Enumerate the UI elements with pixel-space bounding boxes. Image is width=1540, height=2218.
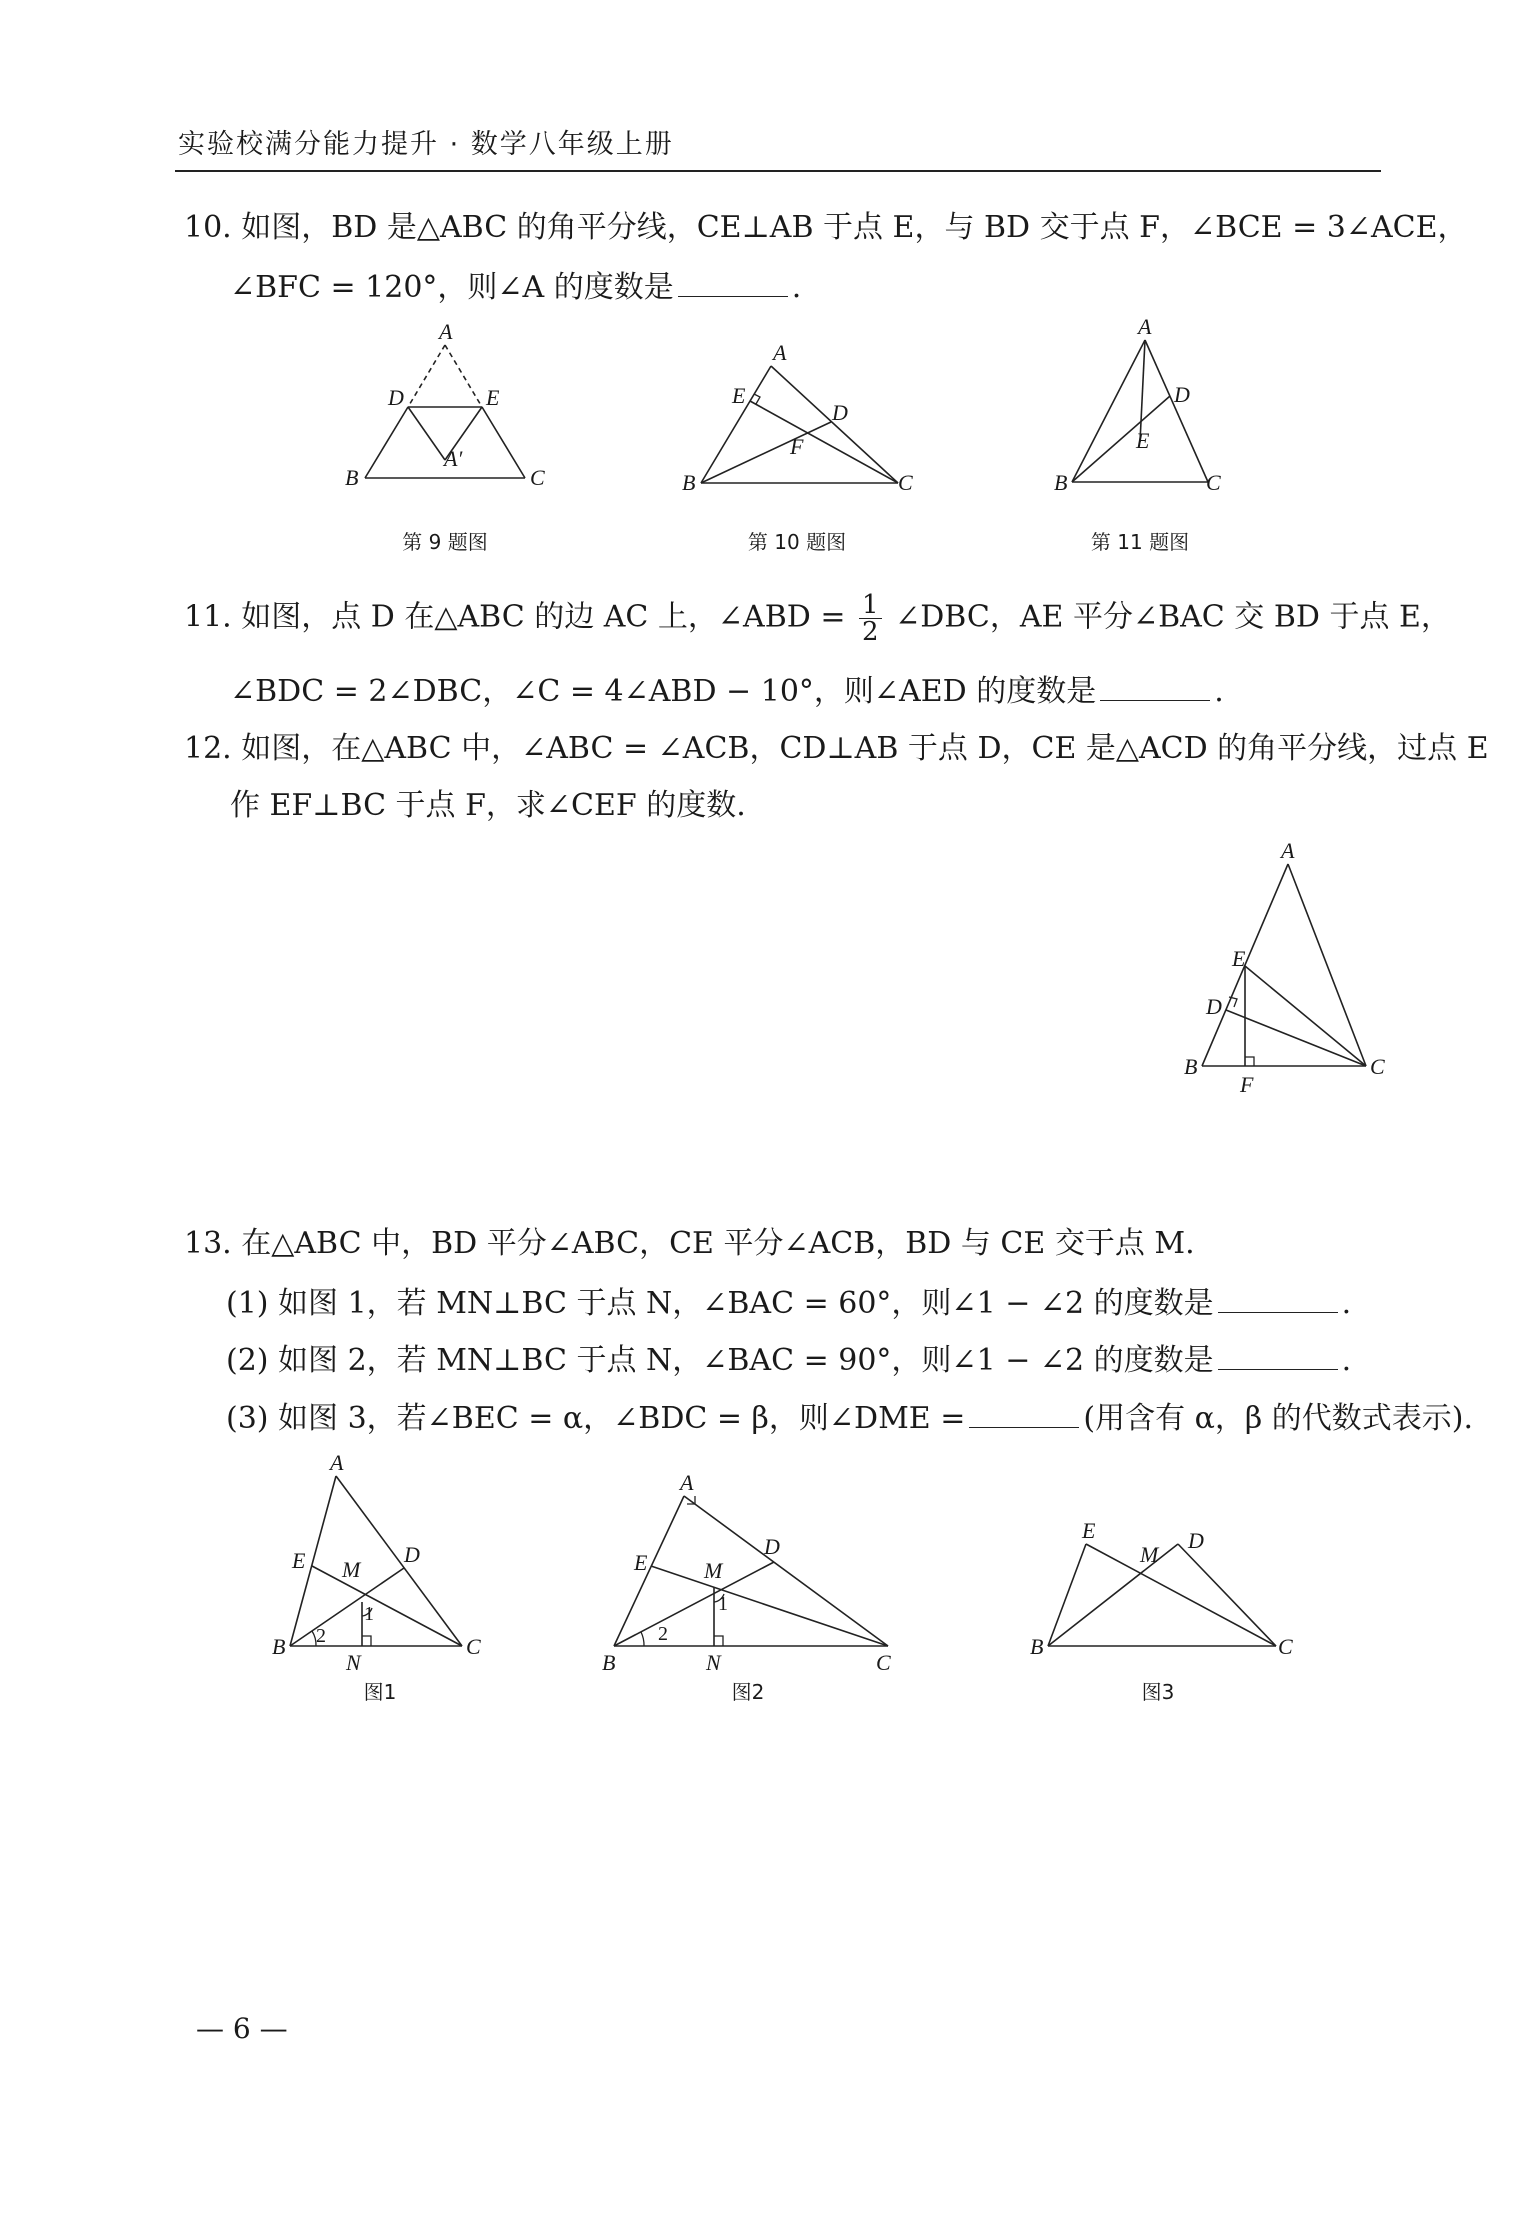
fig9-label-D: D — [388, 385, 404, 410]
fig11-label-D: D — [1174, 382, 1190, 407]
figure-11 — [1050, 314, 1240, 498]
fig9-label-B: B — [345, 465, 359, 490]
fig1-label-A: A — [330, 1450, 344, 1475]
fig10-label-F: F — [790, 434, 804, 459]
q12-label-D: D — [1206, 994, 1222, 1019]
fig1-angle-1: 1 — [364, 1603, 374, 1625]
q13-part2-period: . — [1341, 1343, 1352, 1378]
answer-blank — [678, 266, 788, 297]
fig9-label-E: E — [486, 385, 500, 410]
fraction-numerator: 1 — [859, 592, 882, 619]
fig3-label-M: M — [1140, 1542, 1159, 1567]
caption-fig9: 第 9 题图 — [402, 530, 488, 554]
q12-line1: 12. 如图，在△ABC 中，∠ABC = ∠ACB，CD⊥AB 于点 D，CE 是△ACD 的角平分线，过点 E — [184, 731, 1489, 766]
q13-part3 — [226, 1397, 1473, 1439]
fig10-label-A: A — [773, 340, 787, 365]
figure-2 — [596, 1470, 896, 1675]
q11-line1-b: ∠DBC，AE 平分∠BAC 交 BD 于点 E， — [895, 599, 1451, 635]
fig10-label-D: D — [832, 400, 848, 425]
fig2-label-C: C — [876, 1650, 891, 1675]
q12-label-E: E — [1232, 946, 1246, 971]
fig3-label-D: D — [1188, 1528, 1204, 1553]
caption-fig10: 第 10 题图 — [747, 530, 847, 554]
figure-1 — [272, 1450, 502, 1675]
fig11-label-A: A — [1138, 314, 1152, 339]
q11-line2 — [230, 670, 1224, 712]
fig9-label-A-prime: A′ — [444, 446, 463, 471]
answer-blank — [1218, 1282, 1338, 1313]
fig10-label-E: E — [732, 383, 746, 408]
fig2-angle-1: 1 — [718, 1593, 728, 1615]
q11-line1 — [184, 592, 1451, 645]
q13-part1 — [226, 1282, 1351, 1324]
q11-line1-a: 11. 如图，点 D 在△ABC 的边 AC 上，∠ABD = — [184, 599, 846, 635]
fig3-label-C: C — [1278, 1634, 1293, 1659]
fig10-label-C: C — [898, 470, 913, 495]
page-header: 实验校满分能力提升 · 数学八年级上册 — [178, 129, 674, 160]
q13-part1-text: (1) 如图 1，若 MN⊥BC 于点 N，∠BAC = 60°，则∠1 − ∠2 的度数是 — [226, 1286, 1214, 1321]
page-number: — 6 — — [196, 2012, 288, 2045]
fig1-label-B: B — [272, 1634, 286, 1659]
q10-line2-text: ∠BFC = 120°，则∠A 的度数是 — [230, 270, 674, 305]
fig2-label-N: N — [706, 1650, 721, 1675]
q13-part1-period: . — [1341, 1286, 1352, 1321]
fig1-label-E: E — [292, 1548, 306, 1573]
q13-part3-suffix: (用含有 α，β 的代数式表示). — [1083, 1401, 1474, 1436]
fraction-one-half — [859, 592, 882, 645]
fig2-label-B: B — [602, 1650, 616, 1675]
fig2-label-A: A — [680, 1470, 694, 1495]
caption-fig3: 图3 — [1141, 1680, 1175, 1704]
fig1-label-D: D — [404, 1542, 420, 1567]
q12-label-A: A — [1281, 838, 1295, 863]
fraction-denominator: 2 — [862, 617, 879, 647]
figure-10 — [676, 340, 916, 500]
q10-line1: 10. 如图，BD 是△ABC 的角平分线，CE⊥AB 于点 E，与 BD 交于点 F，∠BCE = 3∠ACE， — [184, 210, 1468, 245]
q11-line2-text: ∠BDC = 2∠DBC，∠C = 4∠ABD − 10°，则∠AED 的度数是 — [230, 674, 1097, 709]
answer-blank — [969, 1397, 1079, 1428]
fig1-angle-2: 2 — [316, 1625, 326, 1647]
q13-line1: 13. 在△ABC 中，BD 平分∠ABC，CE 平分∠ACB，BD 与 CE 交于点 M. — [184, 1226, 1195, 1261]
fig9-label-C: C — [530, 465, 545, 490]
fig10-label-B: B — [682, 470, 696, 495]
fig11-label-E: E — [1136, 428, 1150, 453]
fig1-label-C: C — [466, 1634, 481, 1659]
caption-fig11: 第 11 题图 — [1090, 530, 1190, 554]
q12-label-B: B — [1184, 1054, 1198, 1079]
caption-fig1: 图1 — [363, 1680, 397, 1704]
figure-3 — [1026, 1514, 1306, 1664]
answer-blank — [1100, 670, 1210, 701]
q13-part2 — [226, 1339, 1351, 1381]
fig1-label-N: N — [346, 1650, 361, 1675]
figure-q12 — [1180, 840, 1400, 1100]
header-rule — [175, 170, 1381, 172]
fig2-label-D: D — [764, 1534, 780, 1559]
fig3-label-E: E — [1082, 1518, 1096, 1543]
q13-part2-text: (2) 如图 2，若 MN⊥BC 于点 N，∠BAC = 90°，则∠1 − ∠2 的度数是 — [226, 1343, 1214, 1378]
caption-fig2: 图2 — [731, 1680, 765, 1704]
fig2-angle-2: 2 — [658, 1623, 668, 1645]
q12-line2: 作 EF⊥BC 于点 F，求∠CEF 的度数. — [230, 788, 746, 823]
fig1-label-M: M — [342, 1557, 361, 1582]
q10-line2 — [230, 266, 801, 308]
q12-label-F: F — [1240, 1072, 1254, 1097]
fig2-label-M: M — [704, 1558, 723, 1583]
figure-9 — [340, 319, 560, 495]
q10-period: . — [791, 270, 802, 305]
fig11-label-C: C — [1206, 470, 1221, 495]
q13-part3-text: (3) 如图 3，若∠BEC = α，∠BDC = β，则∠DME = — [226, 1401, 966, 1436]
fig3-label-B: B — [1030, 1634, 1044, 1659]
fig9-label-A: A — [439, 319, 453, 344]
fig2-label-E: E — [634, 1550, 648, 1575]
q12-label-C: C — [1370, 1054, 1385, 1079]
q11-period: . — [1214, 674, 1224, 709]
answer-blank — [1218, 1339, 1338, 1370]
fig11-label-B: B — [1054, 470, 1068, 495]
